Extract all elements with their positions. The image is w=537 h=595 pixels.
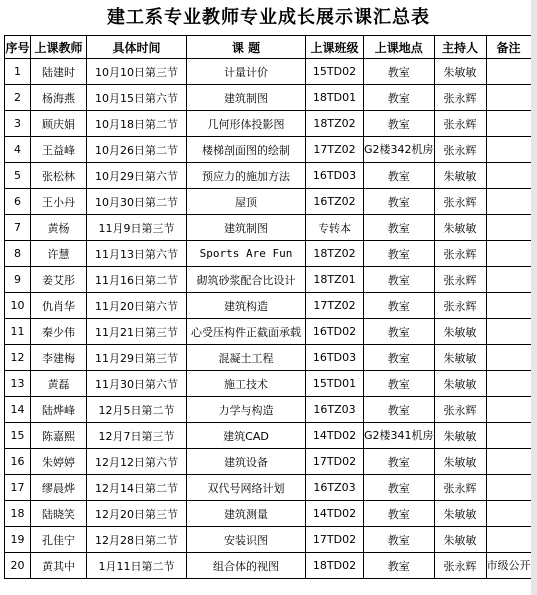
cell-class[interactable]: 专转本 (306, 215, 364, 241)
header-cell-teacher: 上课教师 (31, 36, 87, 59)
cell-time[interactable]: 11月30日第六节 (87, 371, 187, 397)
table-row (5, 215, 532, 241)
cell-time[interactable]: 10月29日第六节 (87, 163, 187, 189)
cell-note[interactable] (486, 397, 531, 423)
cell-class[interactable]: 17TZ02 (306, 293, 364, 319)
cell-class[interactable]: 18TD01 (306, 85, 364, 111)
cell-teacher[interactable]: 仇肖华 (31, 293, 87, 319)
cell-no[interactable]: 3 (5, 111, 31, 137)
cell-teacher[interactable]: 李建梅 (31, 345, 87, 371)
cell-host[interactable]: 张永辉 (434, 189, 486, 215)
cell-time[interactable]: 12月28日第二节 (87, 527, 187, 553)
cell-topic[interactable]: 计量计价 (187, 59, 306, 85)
cell-place[interactable]: 教室 (364, 215, 435, 241)
cell-host[interactable]: 张永辉 (434, 293, 486, 319)
cell-topic[interactable]: 建筑测量 (187, 501, 306, 527)
cell-time[interactable]: 12月5日第二节 (87, 397, 187, 423)
cell-place[interactable]: 教室 (364, 527, 435, 553)
table-row (5, 475, 532, 501)
table-row (5, 241, 532, 267)
cell-teacher[interactable]: 黄其中 (31, 553, 87, 579)
table-row (5, 371, 532, 397)
cell-teacher[interactable]: 顾庆娟 (31, 111, 87, 137)
cell-topic[interactable]: 混凝土工程 (187, 345, 306, 371)
cell-no[interactable]: 20 (5, 553, 31, 579)
page-title: 建工系专业教师专业成长展示课汇总表 (107, 7, 430, 28)
cell-time[interactable]: 11月9日第三节 (87, 215, 187, 241)
cell-class[interactable]: 17TZ02 (306, 137, 364, 163)
header-cell-host: 主持人 (434, 36, 486, 59)
cell-no[interactable]: 17 (5, 475, 31, 501)
cell-note[interactable] (486, 189, 531, 215)
cell-topic[interactable]: 双代号网络计划 (187, 475, 306, 501)
cell-time[interactable]: 10月26日第二节 (87, 137, 187, 163)
cell-class[interactable]: 16TZ03 (306, 397, 364, 423)
cell-note[interactable] (486, 449, 531, 475)
cell-time[interactable]: 10月18日第二节 (87, 111, 187, 137)
table-row (5, 423, 532, 449)
cell-time[interactable]: 12月20日第三节 (87, 501, 187, 527)
cell-host[interactable]: 朱敏敏 (434, 215, 486, 241)
cell-topic[interactable]: 建筑制图 (187, 215, 306, 241)
header-cell-no: 序号 (5, 36, 31, 59)
cell-host[interactable]: 张永辉 (434, 553, 486, 579)
cell-host[interactable]: 朱敏敏 (434, 527, 486, 553)
cell-topic[interactable]: 组合体的视图 (187, 553, 306, 579)
cell-place[interactable]: 教室 (364, 319, 435, 345)
table-row (5, 137, 532, 163)
cell-note[interactable] (486, 475, 531, 501)
cell-class[interactable]: 14TD02 (306, 423, 364, 449)
cell-note[interactable] (486, 137, 531, 163)
cell-host[interactable]: 朱敏敏 (434, 449, 486, 475)
cell-class[interactable]: 18TZ02 (306, 111, 364, 137)
cell-class[interactable]: 14TD02 (306, 501, 364, 527)
cell-teacher[interactable]: 陆烨峰 (31, 397, 87, 423)
cell-note[interactable]: 市级公开 (486, 553, 531, 579)
cell-teacher[interactable]: 姜艾彤 (31, 267, 87, 293)
cell-host[interactable]: 朱敏敏 (434, 345, 486, 371)
cell-class[interactable]: 15TD01 (306, 371, 364, 397)
table-row (5, 293, 532, 319)
cell-teacher[interactable]: 黄杨 (31, 215, 87, 241)
cell-class[interactable]: 18TD02 (306, 553, 364, 579)
cell-topic[interactable]: 心受压构件正截面承载 (187, 319, 306, 345)
cell-no[interactable]: 7 (5, 215, 31, 241)
cell-time[interactable]: 10月10日第三节 (87, 59, 187, 85)
cell-class[interactable]: 16TD03 (306, 345, 364, 371)
cell-place[interactable]: 教室 (364, 59, 435, 85)
cell-host[interactable]: 张永辉 (434, 137, 486, 163)
cell-place[interactable]: G2楼342机房 (364, 137, 435, 163)
header-cell-time: 具体时间 (87, 36, 187, 59)
cell-time[interactable]: 11月20日第六节 (87, 293, 187, 319)
cell-teacher[interactable]: 秦少伟 (31, 319, 87, 345)
cell-topic[interactable]: 建筑CAD (187, 423, 306, 449)
cell-note[interactable] (486, 241, 531, 267)
cell-host[interactable]: 朱敏敏 (434, 59, 486, 85)
cell-topic[interactable]: 建筑构造 (187, 293, 306, 319)
cell-host[interactable]: 张永辉 (434, 111, 486, 137)
cell-no[interactable]: 2 (5, 85, 31, 111)
cell-topic[interactable]: 预应力的施加方法 (187, 163, 306, 189)
cell-place[interactable]: 教室 (364, 163, 435, 189)
summary-table (4, 35, 532, 579)
cell-no[interactable]: 16 (5, 449, 31, 475)
cell-host[interactable]: 张永辉 (434, 267, 486, 293)
cell-no[interactable]: 4 (5, 137, 31, 163)
cell-class[interactable]: 18TZ01 (306, 267, 364, 293)
cell-no[interactable]: 18 (5, 501, 31, 527)
cell-topic[interactable]: Sports Are Fun (187, 241, 306, 267)
cell-teacher[interactable]: 朱婷婷 (31, 449, 87, 475)
cell-note[interactable] (486, 267, 531, 293)
cell-time[interactable]: 10月30日第二节 (87, 189, 187, 215)
cell-topic[interactable]: 建筑制图 (187, 85, 306, 111)
cell-time[interactable]: 11月21日第三节 (87, 319, 187, 345)
table-row (5, 501, 532, 527)
cell-host[interactable]: 张永辉 (434, 475, 486, 501)
cell-class[interactable]: 17TD02 (306, 527, 364, 553)
cell-place[interactable]: G2楼341机房 (364, 423, 435, 449)
cell-no[interactable]: 12 (5, 345, 31, 371)
cell-time[interactable]: 12月14日第二节 (87, 475, 187, 501)
cell-no[interactable]: 14 (5, 397, 31, 423)
header-cell-place: 上课地点 (364, 36, 435, 59)
cell-teacher[interactable]: 陈嘉熙 (31, 423, 87, 449)
cell-place[interactable]: 教室 (364, 293, 435, 319)
cell-place[interactable]: 教室 (364, 449, 435, 475)
table-row (5, 59, 532, 85)
cell-note[interactable] (486, 111, 531, 137)
cell-no[interactable]: 9 (5, 267, 31, 293)
cell-teacher[interactable]: 许慧 (31, 241, 87, 267)
cell-place[interactable]: 教室 (364, 371, 435, 397)
cell-no[interactable]: 19 (5, 527, 31, 553)
table-row (5, 267, 532, 293)
table-row (5, 111, 532, 137)
cell-place[interactable]: 教室 (364, 501, 435, 527)
cell-no[interactable]: 8 (5, 241, 31, 267)
cell-time[interactable]: 1月11日第二节 (87, 553, 187, 579)
cell-topic[interactable]: 屋顶 (187, 189, 306, 215)
cell-no[interactable]: 13 (5, 371, 31, 397)
cell-no[interactable]: 11 (5, 319, 31, 345)
header-row (5, 36, 532, 59)
cell-teacher[interactable]: 王益峰 (31, 137, 87, 163)
cell-teacher[interactable]: 杨海燕 (31, 85, 87, 111)
cell-no[interactable]: 10 (5, 293, 31, 319)
cell-class[interactable]: 16TZ02 (306, 189, 364, 215)
cell-class[interactable]: 17TD02 (306, 449, 364, 475)
cell-class[interactable]: 16TZ03 (306, 475, 364, 501)
cell-host[interactable]: 张永辉 (434, 241, 486, 267)
cell-class[interactable]: 16TD03 (306, 163, 364, 189)
table-row (5, 319, 532, 345)
cell-place[interactable]: 教室 (364, 475, 435, 501)
cell-host[interactable]: 张永辉 (434, 85, 486, 111)
table-row (5, 449, 532, 475)
table-row (5, 553, 532, 579)
table-row (5, 85, 532, 111)
cell-note[interactable] (486, 215, 531, 241)
cell-place[interactable]: 教室 (364, 189, 435, 215)
cell-no[interactable]: 5 (5, 163, 31, 189)
cell-note[interactable] (486, 319, 531, 345)
window-edge (531, 0, 537, 595)
cell-teacher[interactable]: 缪晨烨 (31, 475, 87, 501)
cell-teacher[interactable]: 孔佳宁 (31, 527, 87, 553)
cell-topic[interactable]: 力学与构造 (187, 397, 306, 423)
cell-place[interactable]: 教室 (364, 85, 435, 111)
cell-time[interactable]: 11月29日第三节 (87, 345, 187, 371)
cell-topic[interactable]: 几何形体投影图 (187, 111, 306, 137)
cell-note[interactable] (486, 527, 531, 553)
cell-host[interactable]: 朱敏敏 (434, 371, 486, 397)
cell-topic[interactable]: 安装识图 (187, 527, 306, 553)
cell-teacher[interactable]: 王小丹 (31, 189, 87, 215)
cell-time[interactable]: 11月16日第二节 (87, 267, 187, 293)
cell-class[interactable]: 16TD02 (306, 319, 364, 345)
cell-topic[interactable]: 楼梯剖面图的绘制 (187, 137, 306, 163)
cell-note[interactable] (486, 163, 531, 189)
table-row (5, 163, 532, 189)
cell-note[interactable] (486, 371, 531, 397)
cell-host[interactable]: 朱敏敏 (434, 423, 486, 449)
cell-place[interactable]: 教室 (364, 397, 435, 423)
cell-place[interactable]: 教室 (364, 111, 435, 137)
cell-time[interactable]: 11月13日第六节 (87, 241, 187, 267)
cell-teacher[interactable]: 黄磊 (31, 371, 87, 397)
cell-no[interactable]: 15 (5, 423, 31, 449)
cell-class[interactable]: 18TZ02 (306, 241, 364, 267)
table-row (5, 527, 532, 553)
table-row (5, 397, 532, 423)
cell-host[interactable]: 朱敏敏 (434, 319, 486, 345)
header-cell-topic: 课 题 (187, 36, 306, 59)
cell-place[interactable]: 教室 (364, 267, 435, 293)
cell-host[interactable]: 朱敏敏 (434, 501, 486, 527)
cell-place[interactable]: 教室 (364, 345, 435, 371)
cell-note[interactable] (486, 293, 531, 319)
cell-place[interactable]: 教室 (364, 241, 435, 267)
cell-host[interactable]: 张永辉 (434, 397, 486, 423)
cell-teacher[interactable]: 陆晓笑 (31, 501, 87, 527)
cell-teacher[interactable]: 陆建时 (31, 59, 87, 85)
header-cell-note: 备注 (486, 36, 531, 59)
cell-no[interactable]: 1 (5, 59, 31, 85)
cell-place[interactable]: 教室 (364, 553, 435, 579)
cell-note[interactable] (486, 345, 531, 371)
table-row (5, 345, 532, 371)
cell-class[interactable]: 15TD02 (306, 59, 364, 85)
cell-host[interactable]: 朱敏敏 (434, 163, 486, 189)
cell-topic[interactable]: 砌筑砂浆配合比设计 (187, 267, 306, 293)
cell-time[interactable]: 12月12日第六节 (87, 449, 187, 475)
table-row (5, 189, 532, 215)
cell-no[interactable]: 6 (5, 189, 31, 215)
cell-note[interactable] (486, 59, 531, 85)
cell-note[interactable] (486, 423, 531, 449)
cell-note[interactable] (486, 85, 531, 111)
header-cell-class: 上课班级 (306, 36, 364, 59)
cell-topic[interactable]: 建筑设备 (187, 449, 306, 475)
cell-topic[interactable]: 施工技术 (187, 371, 306, 397)
cell-time[interactable]: 10月15日第六节 (87, 85, 187, 111)
cell-teacher[interactable]: 张松林 (31, 163, 87, 189)
cell-time[interactable]: 12月7日第三节 (87, 423, 187, 449)
cell-note[interactable] (486, 501, 531, 527)
